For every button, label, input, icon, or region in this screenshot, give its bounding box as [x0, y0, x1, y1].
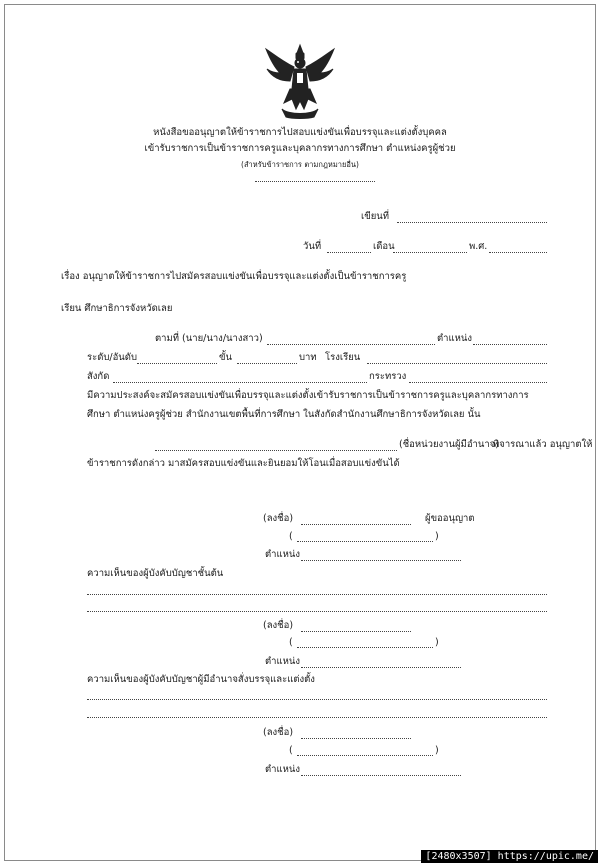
document-page: [4, 4, 596, 861]
supervisor-opinion-line-2: [87, 611, 547, 612]
year-label: พ.ศ.: [469, 241, 488, 252]
position-label: ตำแหน่ง: [437, 333, 473, 344]
affiliation-field: [113, 382, 367, 383]
year-field: [489, 252, 547, 253]
date-label: วันที่: [303, 241, 322, 252]
title-line-2: เข้ารับราชการเป็นข้าราชการครูและบุคลากรทางการศึกษา ตำแหน่งครูผู้ช่วย: [144, 143, 456, 154]
title-line-1: หนังสือขออนุญาตให้ข้าราชการไปสอบแข่งขันเพื่อบรรจุและแต่งตั้งบุคคล: [153, 127, 447, 138]
intent-line-2: ศึกษา ตำแหน่งครูผู้ช่วย สำนักงานเขตพื้นที่การศึกษา ในสังกัดสำนักงานศึกษาธิการจังหวัดเลย นั้น: [87, 409, 481, 420]
salutation: เรียน ศึกษาธิการจังหวัดเลย: [61, 303, 173, 314]
authority-field: [155, 450, 397, 451]
title-note: (สำหรับข้าราชการ ตามกฎหมายอื่น): [241, 160, 359, 169]
name-field: [267, 344, 435, 345]
sign-label-3: (ลงชื่อ): [263, 727, 294, 738]
title-underline: [255, 181, 375, 182]
sign-field-2: [301, 631, 411, 632]
position-label-3: ตำแหน่ง: [265, 764, 301, 775]
name-paren-field-3: [297, 755, 433, 756]
ministry-label: กระทรวง: [369, 371, 407, 382]
supervisor-opinion-label: ความเห็นของผู้บังคับบัญชาชั้นต้น: [87, 568, 224, 579]
supervisor-opinion-line-1: [87, 594, 547, 595]
paren-close-2: ): [435, 637, 439, 648]
baht-label: บาท: [299, 352, 317, 363]
permit-line: ข้าราชการดังกล่าว มาสมัครสอบแข่งขันและยินยอมให้โอนเมื่อสอบแข่งขันได้: [87, 458, 400, 469]
position-field-1: [301, 560, 461, 561]
step-field: [237, 363, 297, 364]
level-label: ระดับ/อันดับ: [87, 352, 138, 363]
paren-open-1: (: [289, 531, 293, 542]
date-field: [327, 252, 371, 253]
subject: เรื่อง อนุญาตให้ข้าราชการไปสมัครสอบแข่งขันเพื่อบรรจุและแต่งตั้งเป็นข้าราชการครู: [61, 271, 407, 282]
affiliation-label: สังกัด: [87, 371, 110, 382]
image-watermark: [2480x3507] https://upic.me/: [421, 850, 598, 863]
level-field: [137, 363, 217, 364]
position-label-2: ตำแหน่ง: [265, 656, 301, 667]
ministry-field: [409, 382, 547, 383]
paren-open-3: (: [289, 745, 293, 756]
garuda-emblem: [264, 43, 336, 119]
authority-opinion-line-1: [87, 699, 547, 700]
written-at-field: [397, 222, 547, 223]
paren-open-2: (: [289, 637, 293, 648]
step-label: ขั้น: [219, 352, 232, 363]
authority-note: (ชื่อหน่วยงานผู้มีอำนาจ): [399, 439, 499, 450]
school-label: โรงเรียน: [325, 352, 361, 363]
intent-line-1: มีความประสงค์จะสมัครสอบแข่งขันเพื่อบรรจุและแต่งตั้งเข้ารับราชการเป็นข้าราชการครูและบุคลากรทางการ: [87, 390, 529, 401]
requester-label: ผู้ขออนุญาต: [425, 513, 475, 524]
sign-field-1: [301, 524, 411, 525]
authority-opinion-line-2: [87, 717, 547, 718]
sign-label-1: (ลงชื่อ): [263, 513, 294, 524]
name-paren-field-1: [297, 541, 433, 542]
written-at-label: เขียนที่: [361, 211, 390, 222]
sign-field-3: [301, 738, 411, 739]
sign-label-2: (ลงชื่อ): [263, 620, 294, 631]
authority-opinion-label: ความเห็นของผู้บังคับบัญชาผู้มีอำนาจสั่งบรรจุและแต่งตั้ง: [87, 674, 315, 685]
school-field: [367, 363, 547, 364]
consider-text: พิจารณาแล้ว อนุญาตให้: [493, 439, 593, 450]
by-label: ตามที่ (นาย/นาง/นางสาว): [155, 333, 263, 344]
position-field: [473, 344, 547, 345]
paren-close-1: ): [435, 531, 439, 542]
month-label: เดือน: [373, 241, 395, 252]
month-field: [393, 252, 467, 253]
paren-close-3: ): [435, 745, 439, 756]
name-paren-field-2: [297, 647, 433, 648]
position-label-1: ตำแหน่ง: [265, 549, 301, 560]
position-field-3: [301, 775, 461, 776]
position-field-2: [301, 667, 461, 668]
